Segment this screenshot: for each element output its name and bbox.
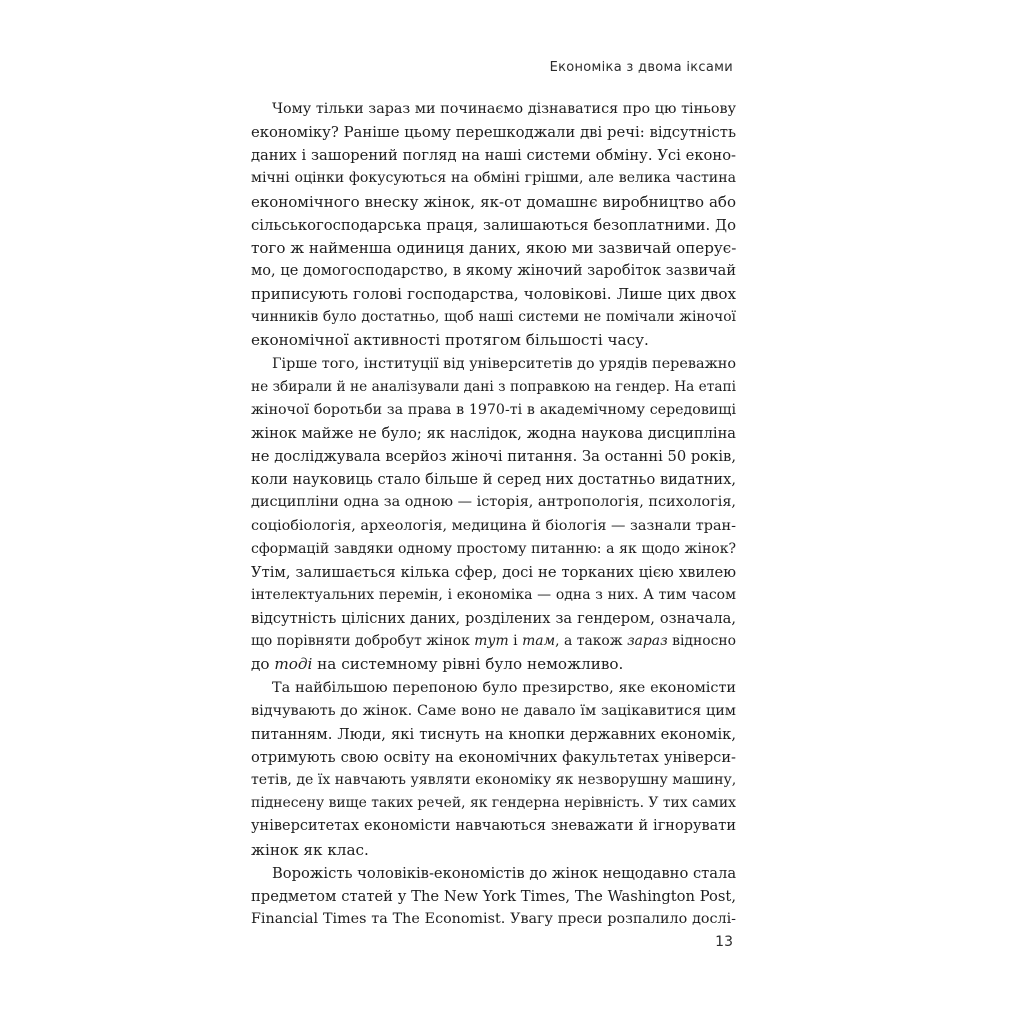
text-line-with-italics <box>251 630 736 653</box>
italic-word: тут <box>474 633 509 650</box>
page-number: 13 <box>715 934 733 950</box>
text-line: Утім, залишається кілька сфер, досі не торканих цією хвилею <box>251 563 736 581</box>
text-line: інтелектуальних перемін, і економіка — одна з них. А тим часом <box>251 586 736 603</box>
text-line: жіночої боротьби за права в 1970-ті в академічному середовищі <box>251 401 736 418</box>
text-line: предметом статей у The New York Times, The Washington Post, <box>251 887 736 905</box>
text-line: коли науковиць стало більше й серед них достатньо видатних, <box>251 471 736 489</box>
text-line: мо, це домогосподарство, в якому жіночий заробіток зазвичай <box>251 262 736 279</box>
text-line-with-italics <box>251 653 736 676</box>
text-line: економічної активності протягом більшості часу. <box>251 331 649 350</box>
text-line: даних і зашорений погляд на наші системи обміну. Усі еконо- <box>251 147 736 165</box>
text-line: питанням. Люди, які тиснуть на кнопки державних економік, <box>251 725 736 743</box>
text-line: відчувають до жінок. Саме воно не давало їм зацікавитися цим <box>251 702 736 719</box>
text-segment: що порівняти добробут жінок <box>251 633 475 650</box>
text-line: не збирали й не аналізували дані з поправкою на гендер. На етапі <box>251 378 736 395</box>
text-line: жінок як клас. <box>251 840 369 859</box>
paragraph-1 <box>251 98 736 353</box>
text-line: отримують свою освіту на економічних факультетах універси- <box>251 748 736 766</box>
text-line: економічного внеску жінок, як-от домашнє виробництво або <box>251 192 736 211</box>
text-line: мічні оцінки фокусуються на обміні грішми, але велика частина <box>251 170 736 187</box>
text-line: жінок майже не було; як наслідок, жодна наукова дисципліна <box>251 424 736 442</box>
text-line: піднесену вище таких речей, як гендерна нерівність. У тих самих <box>251 795 736 812</box>
text-segment: відносно <box>667 633 736 650</box>
text-segment: , а також <box>555 633 628 650</box>
italic-word: там <box>522 633 556 650</box>
text-line: сформацій завдяки одному простому питанню: а як щодо жінок? <box>251 540 736 557</box>
body-text <box>251 98 736 931</box>
running-header: Економіка з двома іксами <box>549 60 733 75</box>
text-line: відсутність цілісних даних, розділених за гендером, означала, <box>251 610 736 628</box>
text-segment: на системному рівні було неможливо. <box>312 655 624 674</box>
italic-word: тоді <box>274 655 313 674</box>
text-line: Гірше того, інституції від університетів до урядів переважно <box>272 355 737 372</box>
text-line: Financial Times та The Economist. Увагу преси розпалило дослі- <box>251 910 736 927</box>
text-line: економіку? Раніше цьому перешкоджали дві речі: відсутність <box>251 124 736 142</box>
text-line: тетів, де їх навчають уявляти економіку як незворушну машину, <box>251 772 737 789</box>
text-line: приписують голові господарства, чоловікові. Лише цих двох <box>251 285 736 304</box>
paragraph-4 <box>251 862 736 931</box>
text-line: дисципліни одна за одною — історія, антропологія, психологія, <box>251 494 736 511</box>
text-line: Чому тільки зараз ми починаємо дізнаватися про цю тіньову <box>272 101 736 117</box>
text-line: сільськогосподарська праця, залишаються безоплатними. До <box>251 216 736 234</box>
paragraph-2 <box>251 353 736 677</box>
text-segment: і <box>508 633 523 650</box>
text-line: не досліджувала всерйоз жіночі питання. За останні 50 років, <box>251 448 736 466</box>
paragraph-3 <box>251 677 736 862</box>
text-line: Ворожість чоловіків-економістів до жінок нещодавно стала <box>272 864 737 882</box>
italic-word: зараз <box>627 633 668 650</box>
text-line: Та найбільшою перепоною було презирство, яке економісти <box>272 679 736 696</box>
text-line: чинників було достатньо, щоб наші системи не помічали жіночої <box>251 309 736 326</box>
text-line: університетах економісти навчаються зневажати й ігнорувати <box>251 818 736 835</box>
text-segment: до <box>251 655 275 674</box>
text-line: соціобіологія, археологія, медицина й біологія — зазнали тран- <box>251 517 736 534</box>
text-line: того ж найменша одиниця даних, якою ми зазвичай оперує- <box>251 238 737 257</box>
